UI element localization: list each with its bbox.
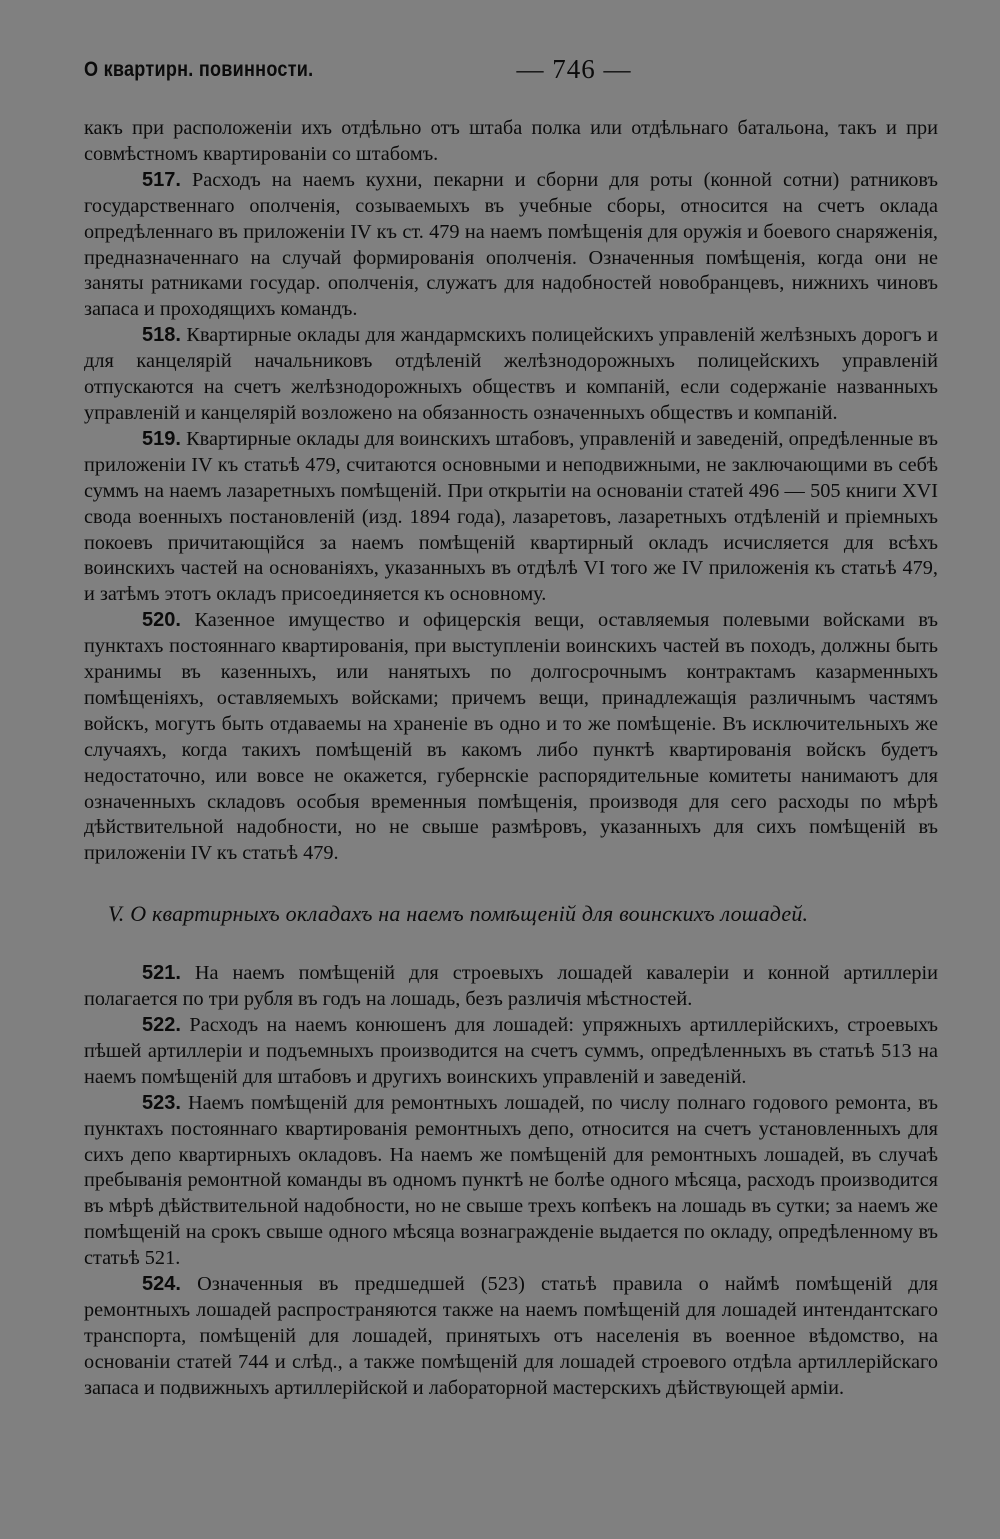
- article-number: 517.: [142, 168, 181, 191]
- article-520: [84, 608, 938, 867]
- running-head: [84, 52, 940, 92]
- paragraph-text: Наемъ помѣщеній для ремонтныхъ лошадей, по числу полнаго годового ремонта, въ пунктахъ постояннаго квартированія ремонтныхъ депо, относится на счетъ установленныхъ для сихъ депо квартирныхъ окладовъ. На наемъ же помѣщеній для ремонтныхъ лошадей, въ случаѣ пребыванія ремонтной команды въ одномъ пунктѣ не болѣе одного мѣсяца, расходъ производится въ мѣрѣ дѣйствительной надобности, но не свыше трехъ копѣекъ на лошадь въ сутки; за наемъ же помѣщеній на срокъ свыше одного мѣсяца вознагражденіе выдается по окладу, опредѣленному въ статьѣ 521.: [84, 1091, 938, 1270]
- page-number: — 746 —: [516, 54, 632, 84]
- article-number: 518.: [142, 324, 181, 347]
- article-number: 522.: [142, 1014, 181, 1036]
- article-524: [84, 1272, 938, 1402]
- paragraph-text: Квартирные оклады для жандармскихъ полицейскихъ управленій желѣзныхъ дорогъ и для канцелярій начальниковъ отдѣленій желѣзнодорожныхъ полицейскихъ управленій отпускаются на счетъ желѣзнодорожныхъ обществъ и компаній, если содержаніе названныхъ управленій и канцелярій возложено на обязанность означенныхъ обществъ и компаній.: [84, 324, 939, 424]
- article-517: [84, 168, 938, 323]
- paragraph-text: Расходъ на наемъ конюшенъ для лошадей: упряжныхъ артиллерійскихъ, строевыхъ пѣшей артиллеріи и подъемныхъ производится на счетъ суммъ, опредѣленныхъ въ статьѣ 513 на наемъ помѣщеній для штабовъ и другихъ воинскихъ управленій и заведеній.: [84, 1014, 938, 1088]
- paragraph-continuation: [84, 116, 938, 168]
- article-523: [84, 1091, 938, 1272]
- section-title: О квартирн. повинности.: [84, 58, 314, 81]
- paragraph-text: Квартирные оклады для воинскихъ штабовъ, управленій и заведеній, опредѣленные въ приложеніи IV къ статьѣ 479, считаются основными и неподвижными, не заключающими въ себѣ суммъ на наемъ лазаретныхъ помѣщеній. При открытіи на основаніи статей 496 — 505 книги XVI свода военныхъ постановленій (изд. 1894 года), лазаретовъ, лазаретныхъ отдѣленій и пріемныхъ покоевъ причитающійся за наемъ помѣщеній квартирный окладъ исчисляется для всѣхъ воинскихъ частей на основаніяхъ, указанныхъ въ отдѣлѣ VI того же IV приложенія къ статьѣ 479, и затѣмъ этотъ окладъ присоединяется къ основному.: [84, 427, 938, 606]
- paragraph-text: какъ при расположеніи ихъ отдѣльно отъ штаба полка или отдѣльнаго батальона, такъ и при совмѣстномъ квартированіи со штабомъ.: [84, 117, 938, 165]
- section-heading: V. О квартирныхъ окладахъ на наемъ помѣщеній для воинскихъ лошадей.: [108, 901, 809, 927]
- paragraph-text: Означенныя въ предшедшей (523) статьѣ правила о наймѣ помѣщеній для ремонтныхъ лошадей распространяются также на наемъ помѣщеній для лошадей интендантскаго транспорта, помѣщеній для лошадей, принятыхъ отъ населенія въ военное вѣдомство, на основаніи статей 744 и слѣд., а также помѣщеній для лошадей строевого отдѣла артиллерійскаго запаса и подвижныхъ артиллерійской и лабораторной мастерскихъ дѣйствующей арміи.: [84, 1273, 938, 1399]
- article-number: 523.: [142, 1091, 181, 1114]
- article-522: [84, 1013, 938, 1091]
- article-519: [84, 427, 938, 608]
- paragraph-text: Расходъ на наемъ кухни, пекарни и сборни для роты (конной сотни) ратниковъ государственнаго ополченія, созываемыхъ въ учебные сборы, относится на счетъ оклада опредѣленнаго въ приложеніи IV къ ст. 479 на наемъ помѣщенія для оружія и боевого снаряженія, предназначеннаго на случай формированія ополченія. Означенныя помѣщенія, когда они не заняты ратниками государ. ополченія, служатъ для надобностей новобранцевъ, нижнихъ чиновъ запаса и проходящихъ командъ.: [84, 168, 938, 321]
- article-number: 519.: [142, 427, 181, 450]
- article-number: 521.: [142, 962, 181, 985]
- article-number: 524.: [142, 1273, 181, 1296]
- body-text: [84, 116, 938, 1402]
- paragraph-text: На наемъ помѣщеній для строевыхъ лошадей кавалеріи и конной артиллеріи полагается по три рубля въ годъ на лошадь, безъ различія мѣстностей.: [84, 962, 938, 1011]
- article-number: 520.: [142, 609, 181, 632]
- paragraph-text: Казенное имущество и офицерскія вещи, оставляемыя полевыми войсками въ пунктахъ постояннаго квартированія, при выступленіи воинскихъ частей въ походъ, должны быть хранимы въ казенныхъ, или нанятыхъ по долгосрочнымъ контрактамъ казарменныхъ помѣщеніяхъ, оставляемыхъ войсками; причемъ вещи, принадлежащія различнымъ частямъ войскъ, могутъ быть отдаваемы на храненіе въ одно и то же помѣщеніе. Въ исключительныхъ же случаяхъ, когда такихъ помѣщеній въ какомъ либо пунктѣ квартированія войскъ будетъ недостаточно, или вовсе не окажется, губернскіе распорядительные комитеты нанимаютъ для означенныхъ складовъ особыя временныя помѣщенія, производя для сего расходы по мѣрѣ дѣйствительной надобности, но не свыше размѣровъ, указанныхъ для сихъ помѣщеній въ приложеніи IV къ статьѣ 479.: [84, 609, 938, 865]
- article-518: [84, 323, 938, 427]
- article-521: [84, 961, 938, 1013]
